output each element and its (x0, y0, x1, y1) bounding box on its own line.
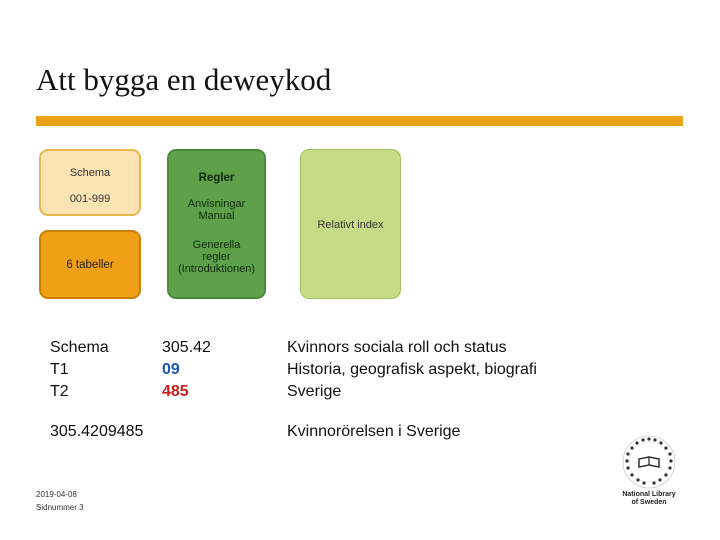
combined-code: 305.4209485 (50, 423, 144, 440)
title-divider (36, 116, 683, 126)
rules-box-general (169, 239, 264, 275)
page-title: Att bygga en deweykod (36, 62, 332, 97)
row-description: Historia, geografisk aspekt, biografi (287, 361, 537, 378)
code-column (162, 337, 211, 403)
rules-line: (Introduktionen) (177, 263, 256, 275)
row-description: Kvinnors sociala roll och status (287, 339, 507, 356)
row-code: 305.42 (162, 339, 211, 356)
schema-box-label: Schema (69, 167, 111, 179)
schema-box-range: 001-999 (69, 193, 111, 205)
description-column (287, 337, 537, 403)
row-label: Schema (50, 339, 109, 356)
row-label: T1 (50, 361, 69, 378)
tables-box (39, 230, 141, 299)
footer (36, 488, 84, 514)
logo-caption (612, 491, 686, 507)
row-label: T2 (50, 383, 69, 400)
combined-description: Kvinnorörelsen i Sverige (287, 423, 461, 440)
rules-box (167, 149, 266, 299)
footer-date: 2019-04-08 (36, 490, 77, 499)
tables-box-label: 6 tabeller (66, 259, 114, 271)
row-description: Sverige (287, 383, 342, 400)
label-column (50, 337, 109, 403)
relative-index-box (300, 149, 401, 299)
row-code: 09 (162, 361, 180, 378)
rules-box-title: Regler (198, 172, 235, 184)
relative-index-label: Relativt index (317, 219, 384, 231)
rules-line: regler (202, 251, 231, 263)
rules-box-instructions (169, 198, 264, 222)
rules-line: Manual (198, 210, 235, 222)
row-code: 485 (162, 383, 189, 400)
rules-line: Anvisningar (187, 198, 246, 210)
rules-line: Generella (192, 239, 241, 251)
logo-caption-line: of Sweden (631, 499, 667, 506)
schema-box (39, 149, 141, 216)
logo-caption-line: National Library (622, 491, 676, 498)
footer-page-number: Sidnummer 3 (36, 503, 84, 512)
